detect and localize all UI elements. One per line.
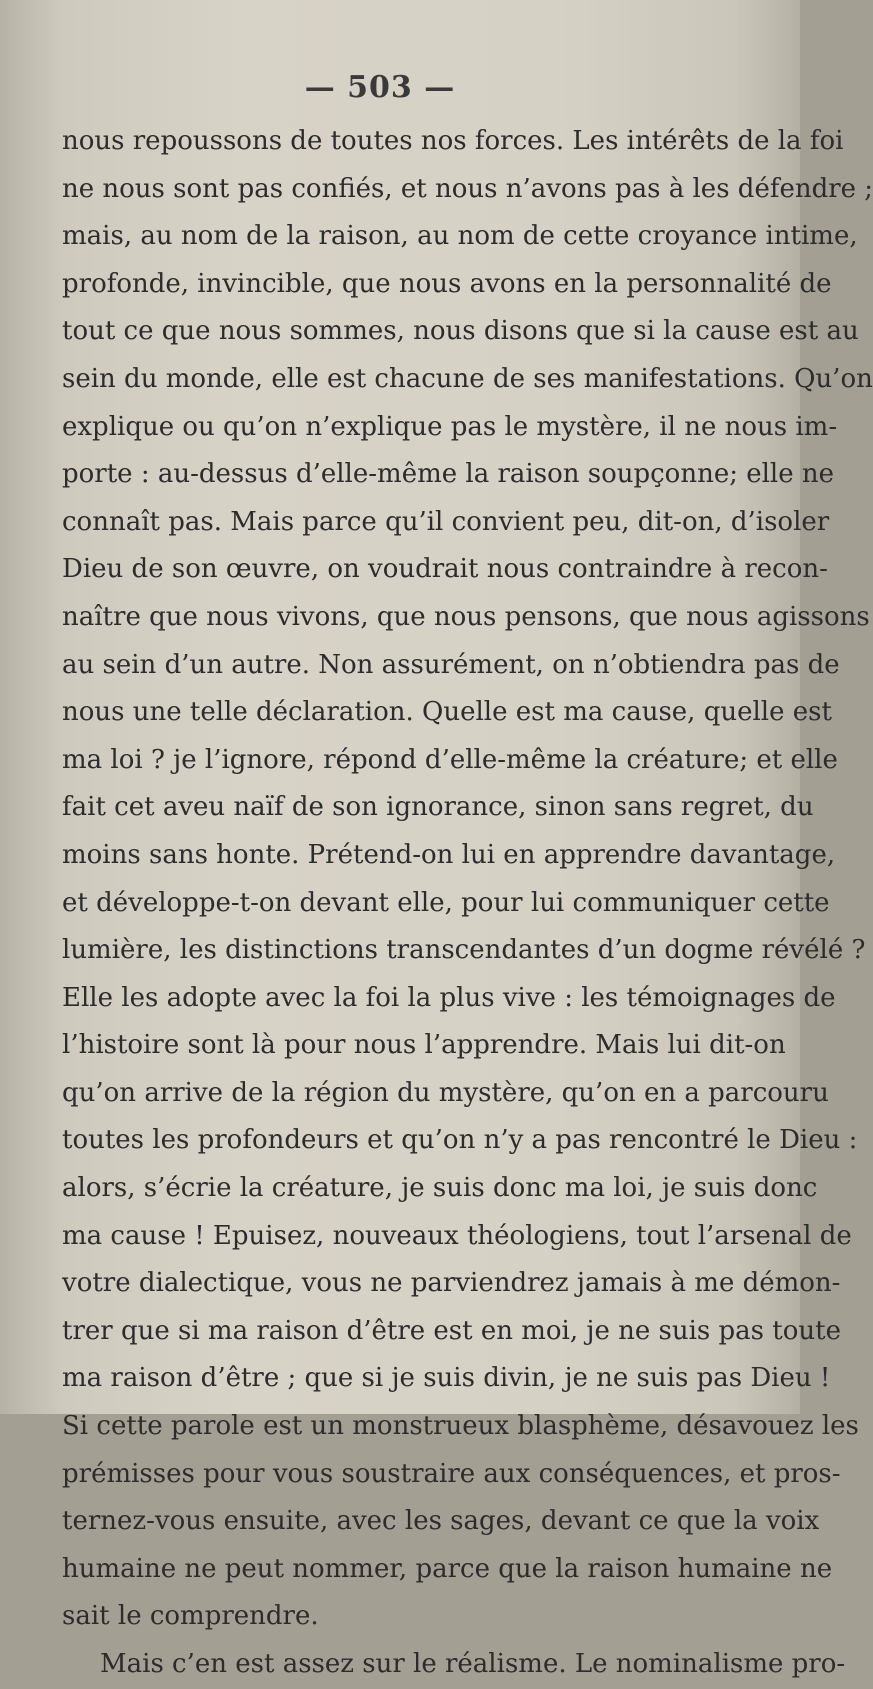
text-line: Elle les adopte avec la foi la plus vive : les témoignages de [62,982,836,1013]
text-line: lumière, les distinctions transcendantes d’un dogme révélé ? [62,935,866,966]
text-line: ma loi ? je l’ignore, répond d’elle-même la créature; et elle [62,744,838,775]
body-text [62,118,873,1689]
text-line-paragraph-end: sait le comprendre. [62,1601,319,1632]
text-line: porte : au-dessus d’elle-même la raison soupçonne; elle ne [62,459,835,490]
text-line: Dieu de son œuvre, on voudrait nous contraindre à recon- [62,554,828,585]
text-line: fait cet aveu naïf de son ignorance, sinon sans regret, du [62,792,814,823]
text-line: sein du monde, elle est chacune de ses manifestations. Qu’on [62,363,873,394]
text-line: qu’on arrive de la région du mystère, qu’on en a parcouru [62,1077,829,1108]
text-line: Si cette parole est un monstrueux blasphème, désavouez les [62,1411,859,1442]
text-line-paragraph-start: Mais c’en est assez sur le réalisme. Le nominalisme pro- [100,1649,846,1679]
text-line: ternez-vous ensuite, avec les sages, devant ce que la voix [62,1506,820,1537]
text-line: humaine ne peut nommer, parce que la raison humaine ne [62,1553,833,1584]
text-line: profonde, invincible, que nous avons en la personnalité de [62,268,832,299]
text-line: mais, au nom de la raison, au nom de cette croyance intime, [62,221,858,252]
text-line: l’histoire sont là pour nous l’apprendre. Mais lui dit-on [62,1030,786,1061]
text-line: nous une telle déclaration. Quelle est ma cause, quelle est [62,697,832,728]
text-line: votre dialectique, vous ne parviendrez jamais à me démon- [62,1268,841,1299]
text-line: prémisses pour vous soustraire aux conséquences, et pros- [62,1458,841,1489]
page-number: — 503 — [304,70,456,105]
text-line: toutes les profondeurs et qu’on n’y a pas rencontré le Dieu : [62,1125,858,1156]
text-line: naître que nous vivons, que nous pensons, que nous agissons [62,601,870,632]
text-line: ne nous sont pas confiés, et nous n’avons pas à les défendre ; [62,173,873,204]
text-line: au sein d’un autre. Non assurément, on n’obtiendra pas de [62,649,840,680]
text-line: et développe-t-on devant elle, pour lui communiquer cette [62,887,830,918]
text-line: connaît pas. Mais parce qu’il convient peu, dit-on, d’isoler [62,506,830,537]
text-line: trer que si ma raison d’être est en moi, je ne suis pas toute [62,1315,841,1346]
text-line: alors, s’écrie la créature, je suis donc ma loi, je suis donc [62,1173,818,1204]
text-line: ma cause ! Epuisez, nouveaux théologiens, tout l’arsenal de [62,1220,852,1251]
text-line: explique ou qu’on n’explique pas le mystère, il ne nous im- [62,411,838,442]
text-line: tout ce que nous sommes, nous disons que si la cause est au [62,316,859,347]
text-line: moins sans honte. Prétend-on lui en apprendre davantage, [62,839,836,870]
text-line: ma raison d’être ; que si je suis divin, je ne suis pas Dieu ! [62,1363,831,1394]
text-line: nous repoussons de toutes nos forces. Les intérêts de la foi [62,126,844,156]
